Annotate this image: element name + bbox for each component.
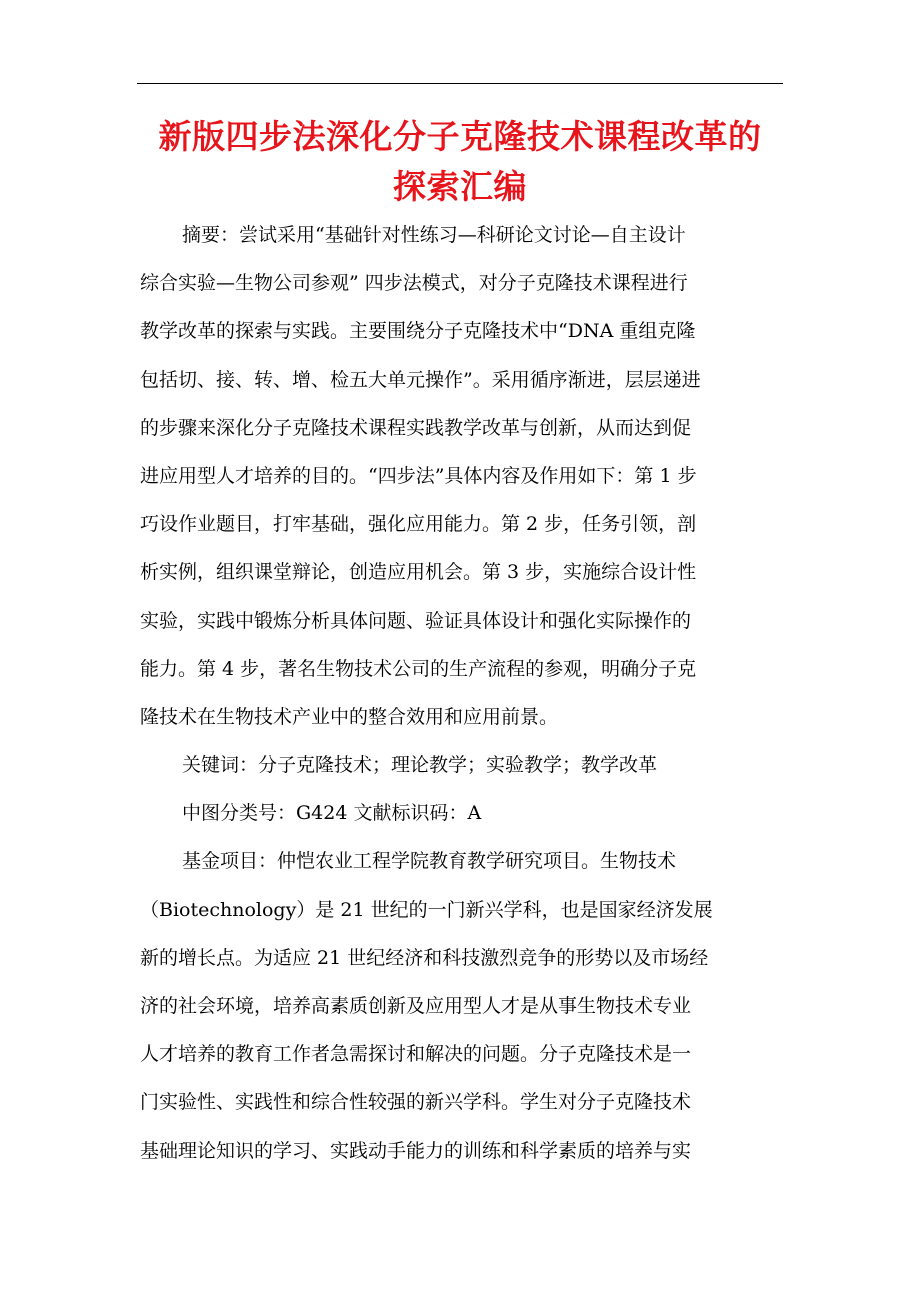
document-body — [140, 211, 780, 1175]
abstract-line: 包括切、接、转、增、检五大单元操作”。采用循序渐进，层层递进 — [140, 368, 701, 391]
body-line: 基础理论知识的学习、实践动手能力的训练和科学素质的培养与实 — [140, 1139, 692, 1162]
title-line: 新版四步法深化分子克隆技术课程改革的 — [158, 117, 762, 156]
abstract-line: 隆技术在生物技术产业中的整合效用和应用前景。 — [140, 705, 559, 728]
body-line: 人才培养的教育工作者急需探讨和解决的问题。分子克隆技术是一 — [140, 1043, 692, 1066]
abstract-line: 综合实验—生物公司参观” 四步法模式，对分子克隆技术课程进行 — [140, 272, 688, 295]
document-title — [137, 112, 783, 212]
abstract-line: 析实例，组织课堂辩论，创造应用机会。第 3 步，实施综合设计性 — [140, 561, 697, 584]
abstract-line: 进应用型人才培养的目的。“四步法”具体内容及作用如下：第 1 步 — [140, 464, 697, 487]
funding-line: 基金项目：仲恺农业工程学院教育教学研究项目。生物技术 — [182, 850, 677, 873]
abstract-line: 巧设作业题目，打牢基础，强化应用能力。第 2 步，任务引领，剖 — [140, 513, 697, 536]
abstract-line: 教学改革的探索与实践。主要围绕分子克隆技术中“DNA 重组克隆 — [140, 320, 696, 343]
header-rule — [137, 83, 783, 84]
body-line: 门实验性、实践性和综合性较强的新兴学科。学生对分子克隆技术 — [140, 1091, 692, 1114]
body-line: （Biotechnology）是 21 世纪的一门新兴学科，也是国家经济发展 — [140, 898, 713, 921]
abstract-line: 摘要：尝试采用“基础针对性练习—科研论文讨论—自主设计 — [182, 224, 686, 246]
abstract-line: 实验，实践中锻炼分析具体问题、验证具体设计和强化实际操作的 — [140, 609, 692, 632]
abstract-line: 的步骤来深化分子克隆技术课程实践教学改革与创新，从而达到促 — [140, 416, 692, 439]
body-line: 新的增长点。为适应 21 世纪经济和科技激烈竞争的形势以及市场经 — [140, 946, 709, 969]
title-line: 探索汇编 — [393, 167, 527, 206]
abstract-line: 能力。第 4 步，著名生物技术公司的生产流程的参观，明确分子克 — [140, 657, 697, 680]
classification-line: 中图分类号：G424 文献标识码：A — [182, 802, 482, 825]
body-line: 济的社会环境，培养高素质创新及应用型人才是从事生物技术专业 — [140, 995, 692, 1017]
keywords-line: 关键词：分子克隆技术；理论教学；实验教学；教学改革 — [182, 754, 658, 777]
